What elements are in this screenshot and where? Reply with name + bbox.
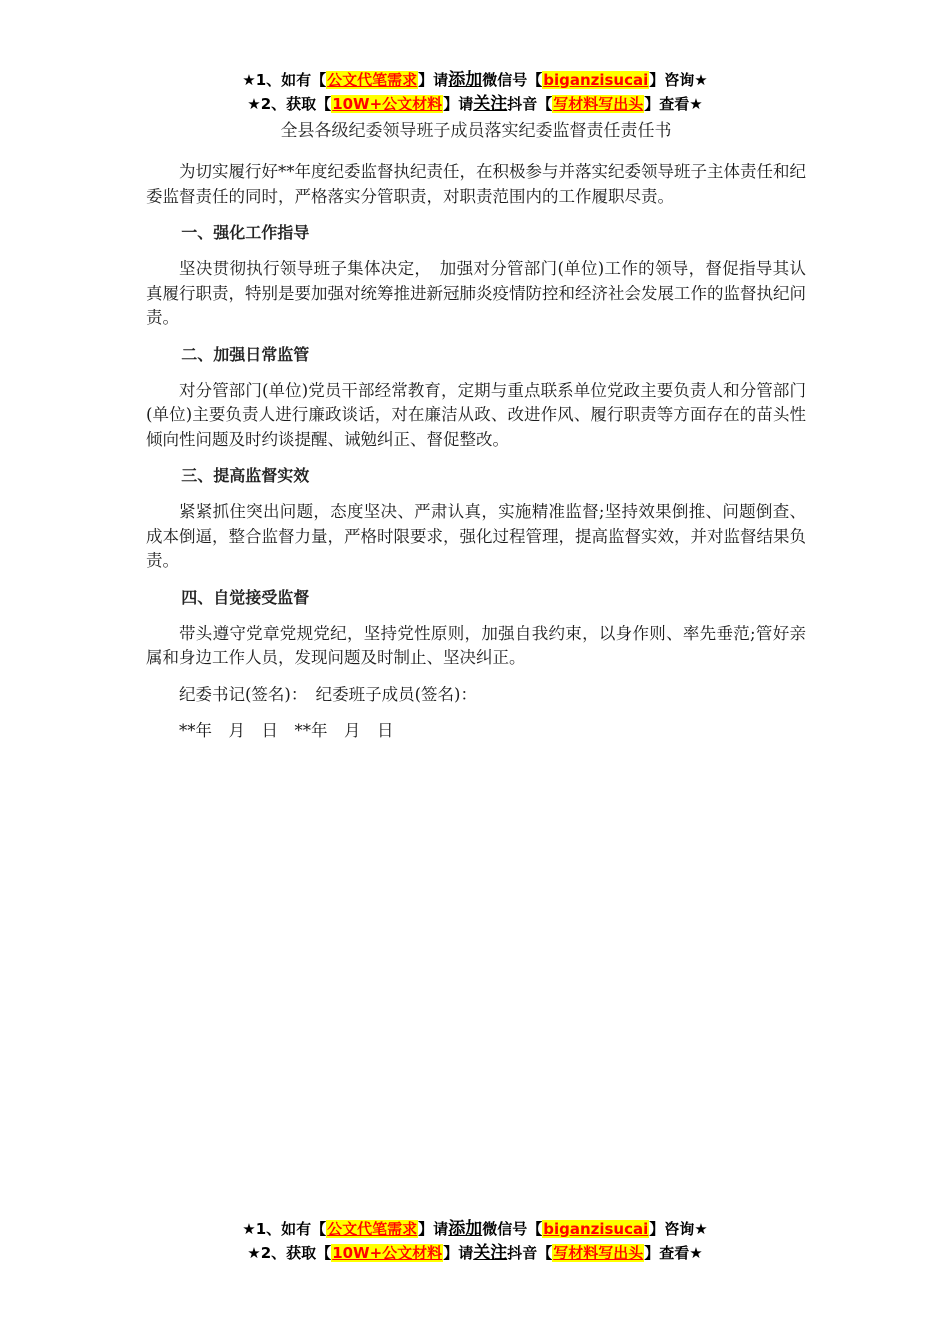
promo-text: 微信号【: [482, 1220, 543, 1238]
promo-text: ★2、获取【: [247, 95, 332, 113]
promo-banner-top: [0, 68, 950, 116]
promo-highlight: 公文代笔需求: [327, 1220, 418, 1238]
section-heading-4: 四、自觉接受监督: [181, 587, 310, 607]
promo-emphasis: 关注: [473, 94, 508, 114]
section-body-2: 对分管部门(单位)党员干部经常教育，定期与重点联系单位党政主要负责人和分管部门(单位)主要负责人进行廉政谈话，对在廉洁从政、改进作风、履行职责等方面存在的苗头性倾向性问题及时约谈提醒、诫勉纠正、督促整改。: [146, 380, 806, 449]
section-heading-2: 二、加强日常监管: [181, 344, 310, 364]
promo-text: 】请: [443, 95, 474, 113]
promo-banner-bottom: [0, 1217, 950, 1265]
promo-text: 】查看★: [644, 95, 703, 113]
promo-highlight: 写材料写出头: [553, 1244, 644, 1262]
date-line: **年 月 日 **年 月 日: [179, 720, 394, 740]
intro-paragraph: 为切实履行好**年度纪委监督执纪责任，在积极参与并落实纪委领导班子主体责任和纪委监督责任的同时，严格落实分管职责，对职责范围内的工作履职尽责。: [146, 162, 806, 206]
section-body-3: 紧紧抓住突出问题，态度坚决、严肃认真，实施精准监督;坚持效果倒推、问题倒查、成本倒逼，整合监督力量，严格时限要求，强化过程管理，提高监督实效，并对监督结果负责。: [146, 502, 806, 570]
section-heading-1: 一、强化工作指导: [181, 223, 310, 242]
promo-emphasis: 添加: [448, 70, 483, 90]
promo-line-1: [0, 68, 950, 92]
promo-text: 微信号【: [482, 71, 543, 89]
promo-highlight: biganzisucai: [543, 71, 649, 89]
document-title: 全县各级纪委领导班子成员落实纪委监督责任责任书: [280, 121, 672, 141]
promo-text: 】咨询★: [649, 1220, 708, 1238]
promo-line-2: [0, 92, 950, 116]
promo-text: ★1、如有【: [242, 71, 327, 89]
promo-text: ★2、获取【: [247, 1244, 332, 1262]
document-body: [146, 118, 806, 755]
promo-text: 抖音【: [507, 95, 553, 113]
promo-text: 】查看★: [644, 1244, 703, 1262]
promo-line-1: [0, 1217, 950, 1241]
promo-text: 】请: [443, 1244, 474, 1262]
promo-text: 抖音【: [507, 1244, 553, 1262]
section-body-4: 带头遵守党章党规党纪，坚持党性原则，加强自我约束，以身作则、率先垂范;管好亲属和身边工作人员，发现问题及时制止、坚决纠正。: [146, 623, 806, 667]
promo-emphasis: 关注: [473, 1243, 508, 1263]
promo-highlight: 写材料写出头: [553, 95, 644, 113]
promo-text: 】咨询★: [649, 71, 708, 89]
promo-text: 】请: [418, 1220, 449, 1238]
promo-text: ★1、如有【: [242, 1220, 327, 1238]
signature-line: 纪委书记(签名)： 纪委班子成员(签名)：: [179, 684, 477, 704]
promo-text: 】请: [418, 71, 449, 89]
promo-highlight: 10W+公文材料: [332, 95, 443, 113]
section-body-1: 坚决贯彻执行领导班子集体决定， 加强对分管部门(单位)工作的领导，督促指导其认真履行职责，特别是要加强对统筹推进新冠肺炎疫情防控和经济社会发展工作的监督执纪问责。: [146, 259, 806, 327]
promo-highlight: biganzisucai: [543, 1220, 649, 1238]
promo-highlight: 公文代笔需求: [327, 71, 418, 89]
promo-line-2: [0, 1241, 950, 1265]
promo-highlight: 10W+公文材料: [332, 1244, 443, 1262]
section-heading-3: 三、提高监督实效: [181, 466, 310, 485]
promo-emphasis: 添加: [448, 1219, 483, 1239]
